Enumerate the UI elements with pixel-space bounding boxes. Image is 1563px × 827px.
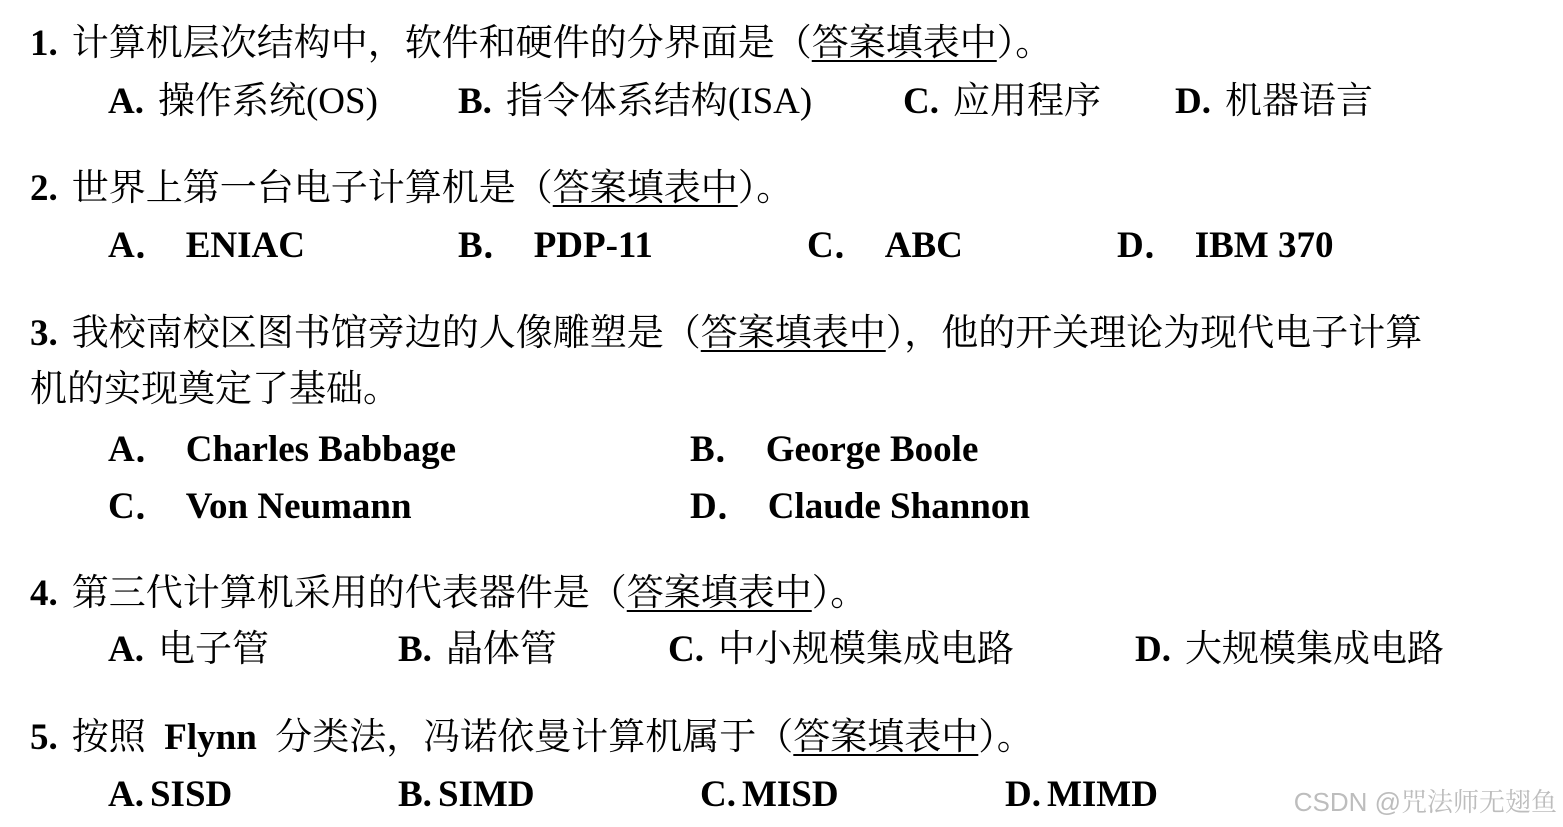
answer-blank: 答案填表中 <box>793 717 979 758</box>
q4-option-b: B. 晶体管 <box>398 629 557 670</box>
answer-blank: 答案填表中 <box>626 573 812 614</box>
stem-text-mid: 分类法，冯诺依曼计算机属于（ <box>275 717 794 758</box>
q3-option-d: D． Claude Shannon <box>690 486 1030 527</box>
question-number: 4. <box>30 573 58 614</box>
question-1-stem <box>30 20 1052 68</box>
q3-option-a: A． Charles Babbage <box>108 429 457 470</box>
stem-text-continued: 机的实现奠定了基础。 <box>30 369 400 410</box>
question-5-stem <box>30 714 1034 762</box>
question-number: 2. <box>30 168 58 209</box>
stem-text: 第三代计算机采用的代表器件是（ <box>71 573 627 614</box>
q3-option-c: C． Von Neumann <box>108 486 412 527</box>
question-3-stem-line2 <box>30 366 400 414</box>
stem-text-end: ）。 <box>996 23 1053 64</box>
q5-option-d: D. MIMD <box>1005 774 1158 815</box>
stem-text: 按照 <box>71 717 146 758</box>
answer-blank: 答案填表中 <box>811 23 997 64</box>
q5-option-b: B. SIMD <box>398 774 535 815</box>
stem-text-end: ）。 <box>737 168 794 209</box>
q3-option-b: B． George Boole <box>690 429 979 470</box>
q1-option-b: B. 指令体系结构(ISA) <box>458 81 813 122</box>
q1-option-c: C. 应用程序 <box>903 81 1101 122</box>
q1-option-a: A. 操作系统(OS) <box>108 81 378 122</box>
q5-option-c: C. MISD <box>700 774 839 815</box>
q5-option-a: A. SISD <box>108 774 233 815</box>
question-2-stem <box>30 165 793 213</box>
q2-option-d: D． IBM 370 <box>1117 225 1334 266</box>
stem-text-end: ）。 <box>811 573 868 614</box>
answer-blank: 答案填表中 <box>552 168 738 209</box>
question-number: 3. <box>30 313 58 354</box>
q4-option-d: D. 大规模集成电路 <box>1135 629 1444 670</box>
stem-text-end: ），他的开关理论为现代电子计算 <box>885 313 1423 354</box>
stem-text: 我校南校区图书馆旁边的人像雕塑是（ <box>71 313 701 354</box>
q2-option-c: C． ABC <box>807 225 963 266</box>
question-4-stem <box>30 570 867 618</box>
stem-text: 世界上第一台电子计算机是（ <box>71 168 553 209</box>
question-number: 5. <box>30 717 58 758</box>
answer-blank: 答案填表中 <box>700 313 886 354</box>
q2-option-b: B． PDP-11 <box>458 225 653 266</box>
question-number: 1. <box>30 23 58 64</box>
q4-option-c: C. 中小规模集成电路 <box>668 629 1014 670</box>
q2-option-a: A． ENIAC <box>108 225 305 266</box>
question-3-stem <box>30 310 1422 358</box>
stem-term: Flynn <box>164 717 257 758</box>
stem-text: 计算机层次结构中，软件和硬件的分界面是（ <box>71 23 812 64</box>
stem-text-end: ）。 <box>978 717 1034 758</box>
q4-option-a: A. 电子管 <box>108 629 269 670</box>
watermark: CSDN @咒法师无翅鱼 <box>1293 787 1557 817</box>
q1-option-d: D. 机器语言 <box>1175 81 1373 122</box>
